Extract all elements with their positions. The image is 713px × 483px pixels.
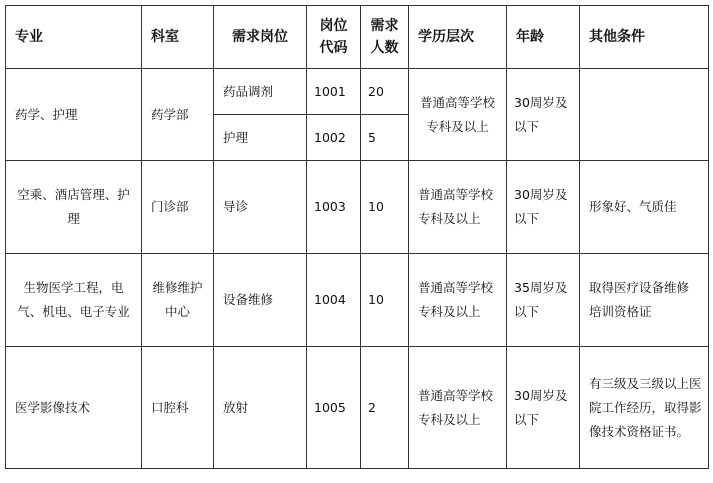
cell-education: 普通高等学校专科及以上 — [409, 161, 507, 254]
cell-code: 1001 — [307, 69, 361, 115]
header-code-line2: 代码 — [319, 40, 348, 56]
header-major: 专业 — [6, 6, 142, 69]
cell-other: 取得医疗设备维修培训资格证 — [580, 254, 709, 347]
cell-code: 1004 — [307, 254, 361, 347]
table-row — [6, 161, 709, 254]
cell-age: 30周岁及以下 — [507, 69, 580, 161]
cell-other — [580, 69, 709, 161]
cell-position: 药品调剂 — [214, 69, 307, 115]
cell-dept: 维修维护中心 — [142, 254, 214, 347]
cell-dept: 门诊部 — [142, 161, 214, 254]
cell-count: 20 — [361, 69, 409, 115]
recruitment-table — [5, 5, 709, 469]
cell-count: 2 — [361, 347, 409, 469]
cell-education: 普通高等学校专科及以上 — [409, 347, 507, 469]
cell-code: 1002 — [307, 115, 361, 161]
cell-age: 30周岁及以下 — [507, 161, 580, 254]
header-education: 学历层次 — [409, 6, 507, 69]
header-count-line2: 人数 — [370, 40, 399, 56]
header-code — [307, 6, 361, 69]
header-dept: 科室 — [142, 6, 214, 69]
header-code-line1: 岗位 — [319, 18, 348, 34]
cell-dept: 药学部 — [142, 69, 214, 161]
table-row — [6, 347, 709, 469]
cell-count: 5 — [361, 115, 409, 161]
cell-major: 药学、护理 — [6, 69, 142, 161]
header-count-line1: 需求 — [370, 18, 399, 34]
cell-count: 10 — [361, 254, 409, 347]
cell-code: 1005 — [307, 347, 361, 469]
header-position: 需求岗位 — [214, 6, 307, 69]
cell-major: 医学影像技术 — [6, 347, 142, 469]
cell-major: 生物医学工程，电气、机电、电子专业 — [6, 254, 142, 347]
table-row — [6, 254, 709, 347]
cell-education: 普通高等学校专科及以上 — [409, 254, 507, 347]
cell-other: 有三级及三级以上医院工作经历，取得影像技术资格证书。 — [580, 347, 709, 469]
cell-other: 形象好、气质佳 — [580, 161, 709, 254]
cell-major: 空乘、酒店管理、护理 — [6, 161, 142, 254]
cell-code: 1003 — [307, 161, 361, 254]
table-row — [6, 69, 709, 115]
cell-position: 放射 — [214, 347, 307, 469]
cell-position: 设备维修 — [214, 254, 307, 347]
header-count — [361, 6, 409, 69]
cell-position: 导诊 — [214, 161, 307, 254]
header-row — [6, 6, 709, 69]
cell-position: 护理 — [214, 115, 307, 161]
cell-age: 35周岁及以下 — [507, 254, 580, 347]
header-other: 其他条件 — [580, 6, 709, 69]
cell-age: 30周岁及以下 — [507, 347, 580, 469]
recruitment-table-wrapper — [5, 5, 709, 469]
header-age: 年龄 — [507, 6, 580, 69]
cell-education: 普通高等学校专科及以上 — [409, 69, 507, 161]
cell-count: 10 — [361, 161, 409, 254]
cell-dept: 口腔科 — [142, 347, 214, 469]
